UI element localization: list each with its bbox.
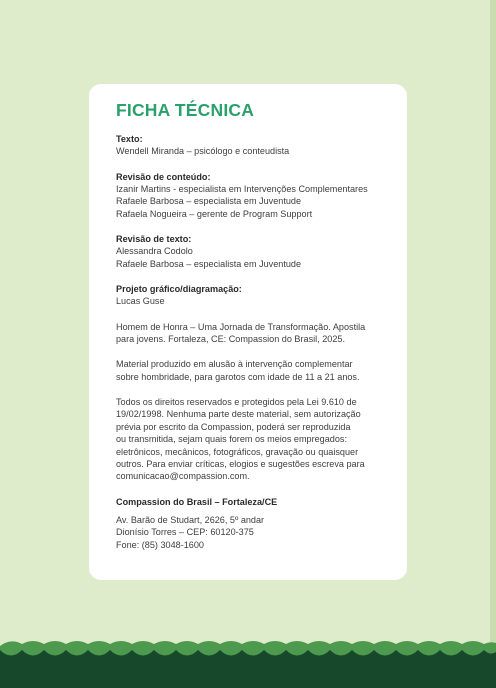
section-line: Alessandra Codolo: [116, 246, 193, 257]
paragraph-line: ou transmitida, sejam quais forem os meios empregados:: [116, 434, 347, 445]
section-label: Texto:: [116, 134, 143, 144]
paragraph-line: outros. Para enviar críticas, elogios e sugestões escreva para: [116, 458, 365, 469]
section-line: Wendell Miranda – psicólogo e conteudista: [116, 146, 290, 157]
org-heading: Compassion do Brasil – Fortaleza/CE: [116, 496, 278, 507]
credit-section: [116, 171, 396, 221]
section-line: Rafaele Barbosa – especialista em Juventude: [116, 258, 302, 269]
credit-section: [116, 233, 396, 270]
section-line: Rafaela Nogueira – gerente de Program Support: [116, 208, 313, 219]
paragraph-line: Homem de Honra – Uma Jornada de Transformação. Apostila: [116, 321, 366, 332]
paragraph-line: Todos os direitos reservados e protegidos pela Lei 9.610 de: [116, 396, 357, 407]
credit-section: [116, 283, 396, 308]
purpose-paragraph: [116, 358, 396, 383]
section-line: Lucas Guse: [116, 296, 165, 307]
paragraph-line: comunicacao@compassion.com.: [116, 471, 250, 482]
rights-paragraph: [116, 396, 396, 483]
citation-paragraph: [116, 321, 396, 346]
wave-dark-layer: [0, 650, 496, 688]
section-line: Rafaele Barbosa – especialista em Juventude: [116, 196, 302, 207]
paragraph-line: 19/02/1998. Nenhuma parte deste material, sem autorização: [116, 409, 361, 420]
credit-section: [116, 133, 396, 158]
section-label: Revisão de texto:: [116, 234, 192, 245]
org-block: [116, 496, 396, 552]
paragraph-line: sobre hombridade, para garotos com idade de 11 a 21 anos.: [116, 371, 360, 382]
paragraph-line: Material produzido em alusão à intervenção complementar: [116, 359, 353, 370]
section-line: Izanir Martins - especialista em Intervenções Complementares: [116, 184, 368, 195]
page-title: FICHA TÉCNICA: [116, 100, 255, 120]
paragraph-line: prévia por escrito da Compassion, poderá ser reproduzida: [116, 421, 351, 432]
paragraph-line: eletrônicos, mecânicos, fotográficos, gravação ou quaisquer: [116, 446, 359, 457]
section-label: Projeto gráfico/diagramação:: [116, 284, 242, 295]
wave-footer: [0, 636, 496, 688]
section-label: Revisão de conteúdo:: [116, 171, 211, 182]
address-line: Fone: (85) 3048-1600: [116, 539, 204, 550]
card-content: [116, 133, 396, 551]
info-card: [89, 84, 407, 580]
paragraph-line: para jovens. Fortaleza, CE: Compassion do Brasil, 2025.: [116, 334, 345, 345]
address-line: Av. Barão de Studart, 2626, 5º andar: [116, 514, 265, 525]
right-edge-strip: [490, 0, 496, 688]
address-line: Dionísio Torres – CEP: 60120-375: [116, 527, 254, 538]
